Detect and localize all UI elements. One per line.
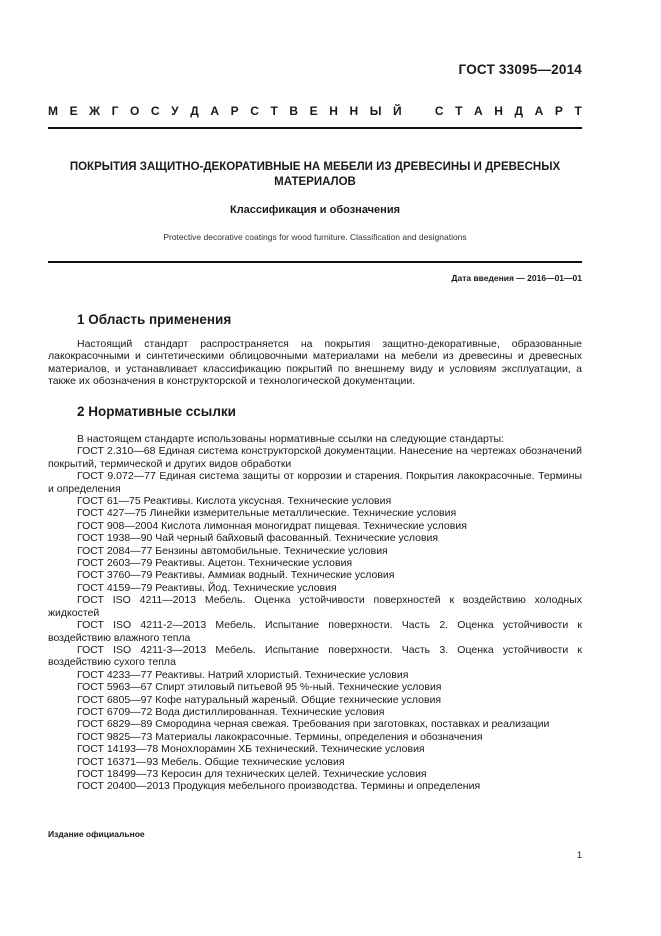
interstate-letter: А [534, 104, 544, 118]
reference-text: ГОСТ 1938—90 Чай черный байховый фасованный. Технические условия [77, 532, 439, 545]
reference-item [48, 706, 582, 718]
reference-text: ГОСТ 908—2004 Кислота лимонная моногидрат пищевая. Технические условия [77, 519, 467, 532]
reference-text: ГОСТ 6829—89 Смородина черная свежая. Требования при заготовках, поставках и реализации [77, 718, 550, 731]
interstate-letter: С [250, 104, 259, 118]
reference-item [48, 619, 582, 644]
reference-text: ГОСТ 427—75 Линейки измерительные металлические. Технические условия [77, 507, 457, 520]
interstate-letter: Д [514, 104, 524, 118]
reference-item [48, 445, 582, 470]
top-rule [48, 127, 582, 129]
interstate-letter: С [150, 104, 160, 118]
interstate-letter: У [171, 104, 179, 118]
reference-item [48, 495, 582, 507]
reference-item [48, 569, 582, 581]
reference-text: ГОСТ 2603—79 Реактивы. Ацетон. Технические условия [77, 557, 353, 570]
reference-item [48, 557, 582, 569]
reference-item [48, 743, 582, 755]
reference-item [48, 681, 582, 693]
interstate-letter: Н [329, 104, 338, 118]
reference-text: ГОСТ ISO 4211-2—2013 Мебель. Испытание поверхности. Часть 2. Оценка устойчивости к воздействию влажного тепла [48, 619, 582, 644]
reference-text: ГОСТ 3760—79 Реактивы. Аммиак водный. Технические условия [77, 569, 395, 582]
section-2-heading: 2 Нормативные ссылки [77, 404, 236, 419]
reference-text: ГОСТ 14193—78 Монохлорамин ХБ технический. Технические условия [77, 743, 425, 756]
reference-item [48, 594, 582, 619]
reference-item [48, 694, 582, 706]
interstate-letter: О [130, 104, 140, 118]
interstate-letter: Г [111, 104, 119, 118]
english-title: Protective decorative coatings for wood furniture. Classification and designations [163, 232, 467, 242]
reference-item [48, 718, 582, 730]
reference-item [48, 532, 582, 544]
interstate-letter: А [474, 104, 483, 118]
reference-item [48, 780, 582, 792]
gost-number: ГОСТ 33095—2014 [458, 62, 582, 77]
reference-text: ГОСТ ISO 4211-3—2013 Мебель. Испытание поверхности. Часть 3. Оценка устойчивости к воздействию сухого тепла [48, 643, 582, 669]
interstate-letter: Д [190, 104, 199, 118]
interstate-letter: А [210, 104, 220, 118]
section-1-text [48, 338, 582, 388]
reference-item [48, 582, 582, 594]
reference-item [48, 507, 582, 519]
interstate-letter: Т [455, 104, 463, 118]
reference-text: ГОСТ 2.310—68 Единая система конструкторской документации. Нанесение на чертежах обозначений покрытий, термической и других видов обработки [48, 445, 582, 470]
reference-item [48, 768, 582, 780]
reference-text: ГОСТ 4159—79 Реактивы. Йод. Технические условия [77, 581, 337, 594]
interstate-letter: Е [309, 104, 318, 118]
reference-item [48, 520, 582, 532]
reference-text: ГОСТ 6805—97 Кофе натуральный жареный. Общие технические условия [77, 693, 442, 706]
section-1-body: Настоящий стандарт распространяется на покрытия защитно-декоративные, образованные лакокрасочными и синтетическими облицовочными материалами на мебели из древесины и древесных материалов, и устанавливает классификацию покрытий по внешнему виду и условиям эксплуатации, а также их обозначения в конструкторской и технологической документации. [48, 338, 582, 388]
interstate-letter: С [434, 104, 444, 118]
reference-text: ГОСТ 4233—77 Реактивы. Натрий хлористый. Технические условия [77, 668, 409, 681]
reference-item [48, 731, 582, 743]
references-intro-text: В настоящем стандарте использованы нормативные ссылки на следующие стандарты: [77, 433, 504, 445]
reference-text: ГОСТ ISO 4211—2013 Мебель. Оценка устойчивости поверхностей к воздействию холодных жидкостей [48, 594, 582, 619]
reference-item [48, 644, 582, 669]
reference-item [48, 669, 582, 681]
reference-text: ГОСТ 18499—73 Керосин для технических целей. Технические условия [77, 767, 427, 780]
reference-text: ГОСТ 9.072—77 Единая система защиты от коррозии и старения. Покрытия лакокрасочные. Термины и определения [48, 470, 582, 495]
introduction-date: Дата введения — 2016—01—01 [451, 273, 582, 283]
interstate-letter: Ы [369, 104, 382, 118]
reference-text: ГОСТ 61—75 Реактивы. Кислота уксусная. Технические условия [77, 495, 392, 508]
interstate-standard-heading [48, 104, 582, 118]
document-subtitle: Классификация и обозначения [229, 204, 401, 216]
references-intro [48, 433, 582, 445]
interstate-letter: Т [574, 104, 582, 118]
interstate-letter: М [48, 104, 58, 118]
bottom-rule [48, 261, 582, 263]
interstate-letter: Й [393, 104, 402, 118]
interstate-letter: Н [349, 104, 359, 118]
reference-text: ГОСТ 2084—77 Бензины автомобильные. Технические условия [77, 544, 388, 557]
reference-item [48, 545, 582, 557]
page-number: 1 [576, 850, 582, 860]
interstate-letter: Т [270, 104, 278, 118]
reference-text: ГОСТ 16371—93 Мебель. Общие технические условия [77, 755, 345, 768]
interstate-letter: Е [69, 104, 78, 118]
references-list [48, 433, 582, 793]
interstate-letter: Р [230, 104, 239, 118]
word-gap [413, 104, 423, 118]
reference-text: ГОСТ 9825—73 Материалы лакокрасочные. Термины, определения и обозначения [77, 730, 483, 743]
official-edition-label: Издание официальное [48, 829, 145, 839]
reference-item [48, 470, 582, 495]
interstate-letter: Ж [89, 104, 101, 118]
reference-text: ГОСТ 6709—72 Вода дистиллированная. Технические условия [77, 705, 385, 718]
interstate-letter: В [289, 104, 299, 118]
section-1-heading: 1 Область применения [77, 312, 232, 327]
document-title: ПОКРЫТИЯ ЗАЩИТНО-ДЕКОРАТИВНЫЕ НА МЕБЕЛИ ИЗ ДРЕВЕСИНЫ И ДРЕВЕСНЫХ МАТЕРИАЛОВ [69, 161, 561, 188]
interstate-letter: Р [554, 104, 563, 118]
reference-text: ГОСТ 5963—67 Спирт этиловый питьевой 95 %-ный. Технические условия [77, 681, 442, 694]
reference-text: ГОСТ 20400—2013 Продукция мебельного производства. Термины и определения [77, 780, 481, 793]
reference-item [48, 756, 582, 768]
interstate-letter: Н [494, 104, 503, 118]
